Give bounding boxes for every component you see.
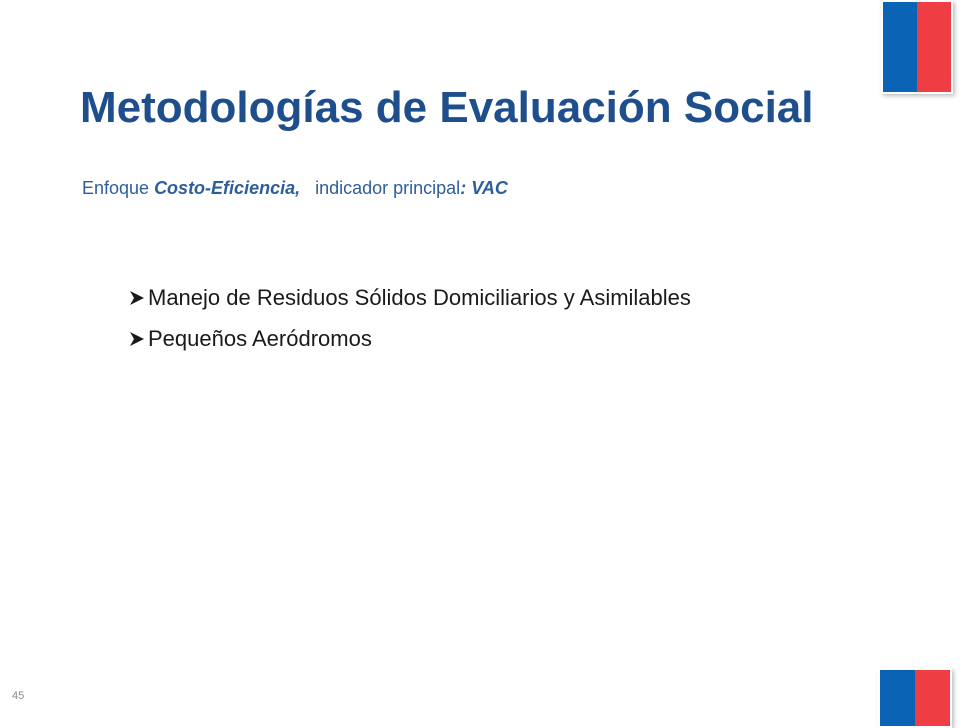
slide-number: 45 — [12, 690, 25, 702]
flag-logo-top — [881, 0, 953, 94]
bullet-text: Pequeños Aeródromos — [148, 326, 372, 351]
slide-title: Metodologías de Evaluación Social — [80, 83, 814, 132]
subtitle-indicator: VAC — [466, 178, 508, 198]
subtitle-colon: : — [460, 178, 467, 198]
flag-logo-bottom — [878, 668, 952, 728]
flag-stripe-red — [915, 670, 950, 726]
subtitle-approach: Costo-Eficiencia, — [154, 178, 301, 198]
slide-subtitle — [82, 176, 508, 200]
flag-stripe-blue — [880, 670, 915, 726]
arrow-right-icon — [128, 289, 146, 307]
bullet-list — [128, 283, 691, 365]
flag-stripe-red — [917, 2, 951, 92]
arrow-right-icon — [128, 330, 146, 348]
subtitle-prefix: Enfoque — [82, 178, 155, 198]
flag-stripe-blue — [883, 2, 917, 92]
bullet-text: Manejo de Residuos Sólidos Domiciliarios y Asimilables — [148, 285, 691, 310]
bullet-item — [128, 324, 691, 353]
subtitle-middle: indicador principal — [300, 178, 461, 198]
bullet-item — [128, 283, 691, 312]
